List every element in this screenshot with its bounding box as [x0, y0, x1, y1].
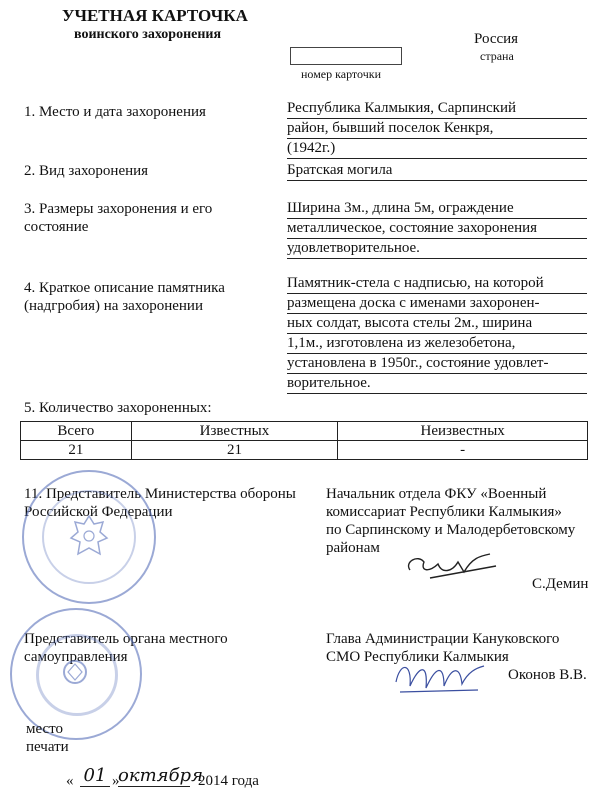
type-value [287, 161, 587, 181]
admin-head-line: Глава Администрации Кануковского [326, 631, 560, 647]
size-value [287, 199, 587, 259]
date-open-quote: « [66, 773, 74, 789]
country-value: Россия [474, 31, 519, 47]
country-label: страна [480, 49, 514, 63]
mod-rep-line: Российской Федерации [24, 504, 173, 520]
date-year: 2014 года [198, 773, 259, 789]
admin-head-name: Оконов В.В. [508, 667, 587, 683]
signature-admin-head [390, 652, 490, 700]
place-value-line: район, бывший поселок Кенкря, [287, 119, 587, 139]
monument-value-line: ворительное. [287, 374, 587, 394]
card-number-box [290, 47, 402, 65]
monument-value-line: размещена доска с именами захоронен- [287, 294, 587, 314]
counts-label: 5. Количество захороненных: [24, 400, 212, 416]
monument-value-line: 1,1м., изготовлена из железобетона, [287, 334, 587, 354]
size-value-line: Ширина 3м., длина 5м, ограждение [287, 199, 587, 219]
local-rep-line: самоуправления [24, 649, 128, 665]
place-value [287, 99, 587, 159]
military-head-line: по Сарпинскому и Малодербетовскому [326, 522, 576, 538]
monument-label-line: (надгробия) на захоронении [24, 298, 203, 314]
counts-header-total: Всего [21, 422, 132, 441]
counts-value-known: 21 [131, 441, 338, 460]
stamp-place-line: печати [26, 739, 69, 755]
military-head-line: Начальник отдела ФКУ «Военный [326, 486, 547, 502]
monument-label-line: 4. Краткое описание памятника [24, 280, 225, 296]
emblem-icon [60, 656, 90, 688]
place-label: 1. Место и дата захоронения [24, 104, 206, 120]
type-value-line: Братская могила [287, 161, 587, 181]
table-row [21, 422, 588, 441]
card-title: УЧЕТНАЯ КАРТОЧКА [62, 6, 248, 25]
monument-value-line: ных солдат, высота стелы 2м., ширина [287, 314, 587, 334]
counts-header-known: Известных [131, 422, 338, 441]
counts-table [20, 421, 588, 460]
size-value-line: металлическое, состояние захоронения [287, 219, 587, 239]
card-subtitle: воинского захоронения [74, 27, 222, 42]
local-rep-line: Представитель органа местного [24, 631, 228, 647]
size-value-line: удовлетворительное. [287, 239, 587, 259]
size-label-line: состояние [24, 219, 89, 235]
table-row [21, 441, 588, 460]
monument-value-line: установлена в 1950г., состояние удовлет- [287, 354, 587, 374]
signature-military-head [400, 548, 510, 584]
place-value-line: Республика Калмыкия, Сарпинский [287, 99, 587, 119]
size-label-line: 3. Размеры захоронения и его [24, 201, 213, 217]
monument-value [287, 274, 587, 394]
date-month: октября [118, 765, 203, 786]
admin-head-line: СМО Республики Калмыкия [326, 649, 509, 665]
military-head-line: районам [326, 540, 380, 556]
place-value-line: (1942г.) [287, 139, 587, 159]
counts-header-unknown: Неизвестных [338, 422, 588, 441]
counts-value-total: 21 [21, 441, 132, 460]
card-number-label: номер карточки [301, 67, 381, 81]
date-day: 01 [80, 765, 110, 787]
military-head-name: С.Демин [532, 576, 589, 592]
counts-value-unknown: - [338, 441, 588, 460]
monument-value-line: Памятник-стела с надписью, на которой [287, 274, 587, 294]
eagle-emblem-icon [68, 512, 110, 562]
type-label: 2. Вид захоронения [24, 163, 149, 179]
stamp-place-line: место [26, 721, 64, 737]
date-close-quote: » [112, 773, 120, 789]
military-head-line: комиссариат Республики Калмыкия» [326, 504, 562, 520]
official-stamp [22, 470, 156, 604]
mod-rep-line: 11. Представитель Министерства обороны [24, 486, 296, 502]
